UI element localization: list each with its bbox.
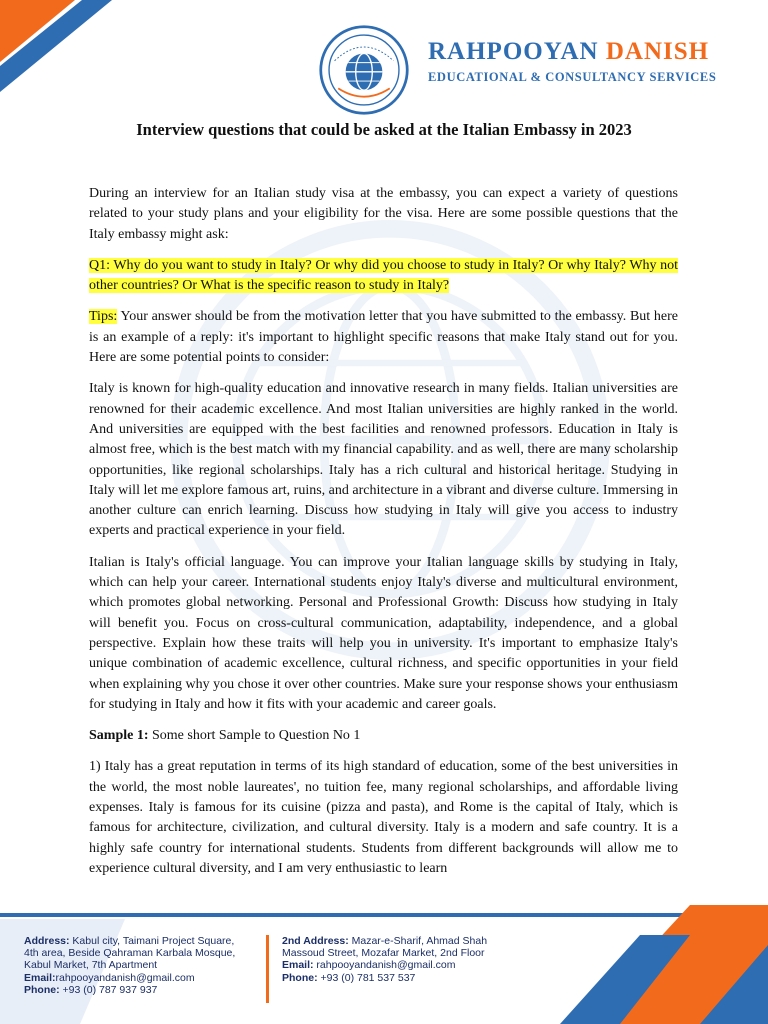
address-1-line2: 4th area, Beside Qahraman Karbala Mosque, xyxy=(24,947,236,960)
sample-paragraph xyxy=(89,726,678,746)
tips-paragraph xyxy=(89,307,678,368)
address-1-email: Email:rahpooyandanish@gmail.com xyxy=(24,971,195,984)
address-2-line2: Massoud Street, Mozafar Market, 2nd Floor xyxy=(282,947,485,960)
body-paragraph-2: Italian is Italy's official language. You can improve your Italian language skills by studying in Italy, which can help your career. International students enjoy Italy's diverse and multicultural environment, which promotes global networking. Personal and Professional Growth: Discuss how studying in Italy will benefit you. Focus on cross-cultural communication, adaptability, independence, and a global perspective. Explain how these traits will help you in university. It's important to emphasize Italy's unique combination of academic excellence, cultural richness, and specific opportunities in your field when explaining why you chose it over other countries. Make sure your response shows your enthusiasm for studying in Italy and how it fits with your academic and career goals. xyxy=(89,554,678,712)
brand-name-part1: RAHPOOYAN xyxy=(428,38,606,65)
sample-text: Some short Sample to Question No 1 xyxy=(148,728,361,744)
intro-paragraph: During an interview for an Italian study visa at the embassy, you can expect a variety of questions related to your study plans and your eligibility for the visa. Here are some possible questions that the Italy embassy might ask: xyxy=(89,186,678,242)
corner-decoration-top-left xyxy=(0,0,120,100)
brand-tagline: EDUCATIONAL & CONSULTANCY SERVICES xyxy=(428,70,717,84)
document-title: Interview questions that could be asked at the Italian Embassy in 2023 xyxy=(136,120,632,139)
footer-address-1 xyxy=(24,935,259,996)
address-1-line3: Kabul Market, 7th Apartment xyxy=(24,959,158,972)
body-paragraph-1: Italy is known for high-quality education and innovative research in many fields. Italian universities are renowned for their academic excellence. And most Italian universities are highly ranked in the world. And universities are equipped with the best facilities and renowned professors. Education in Italy is almost free, which is the best match with my financial capability. and as well, there are many scholarship opportunities, like regional scholarships. Italy has a rich cultural and historical heritage. Studying in Italy will let me explore famous art, ruins, and architecture in a vibrant and diverse culture. Immersing in another culture can enrich learning. Discuss how studying in Italy will give you access to industry experts and practical experience in your field. xyxy=(89,381,678,539)
document-body xyxy=(89,184,678,890)
email-link-1[interactable]: rahpooyandanish@gmail.com xyxy=(55,971,195,984)
email-link-2[interactable]: rahpooyandanish@gmail.com xyxy=(313,959,456,972)
address-2-phone: Phone: +93 (0) 781 537 537 xyxy=(282,971,416,984)
address-2-email: Email: rahpooyandanish@gmail.com xyxy=(282,959,456,972)
footer xyxy=(0,905,768,1024)
sample-label: Sample 1: xyxy=(89,728,149,744)
footer-divider xyxy=(266,935,269,1003)
body-paragraph-3: 1) Italy has a great reputation in terms of its high standard of education, some of the best universities in the world, the most noble laureates', no tuition fee, many regional scholarships, and affordable living expenses. Italy is famous for its cuisine (pizza and pasta), and Rome is the capital of Italy, which is famous for architecture, civilization, and cultural diversity. Italy is a modern and safe country. It is a highly safe country for international students. Students from different backgrounds will allow me to experience cultural diversity, and I am very enthusiastic to learn xyxy=(89,759,678,876)
brand-name-part2: DANISH xyxy=(605,38,710,65)
address-1-line1: Address: Kabul city, Taimani Project Square, xyxy=(24,935,235,947)
logo-emblem-icon xyxy=(318,24,410,116)
address-1-phone: Phone: +93 (0) 787 937 937 xyxy=(24,983,158,996)
address-2-line1: 2nd Address: Mazar-e-Sharif, Ahmad Shah xyxy=(282,935,488,947)
footer-address-2 xyxy=(282,935,532,984)
brand-name xyxy=(428,38,716,66)
tips-text: Your answer should be from the motivation letter that you have submitted to the embassy. But here is an example of a reply: it's important to highlight specific reasons that make Italy stand out for you. Here are some potential points to consider: xyxy=(89,309,678,366)
brand-block xyxy=(428,38,716,85)
question-1-highlight: Q1: Why do you want to study in Italy? Or why did you choose to study in Italy? Or why Italy? Why not other countries? Or What is the specific reason to study in Italy? xyxy=(89,257,678,294)
tips-label: Tips: xyxy=(89,309,118,325)
question-paragraph xyxy=(89,256,678,297)
